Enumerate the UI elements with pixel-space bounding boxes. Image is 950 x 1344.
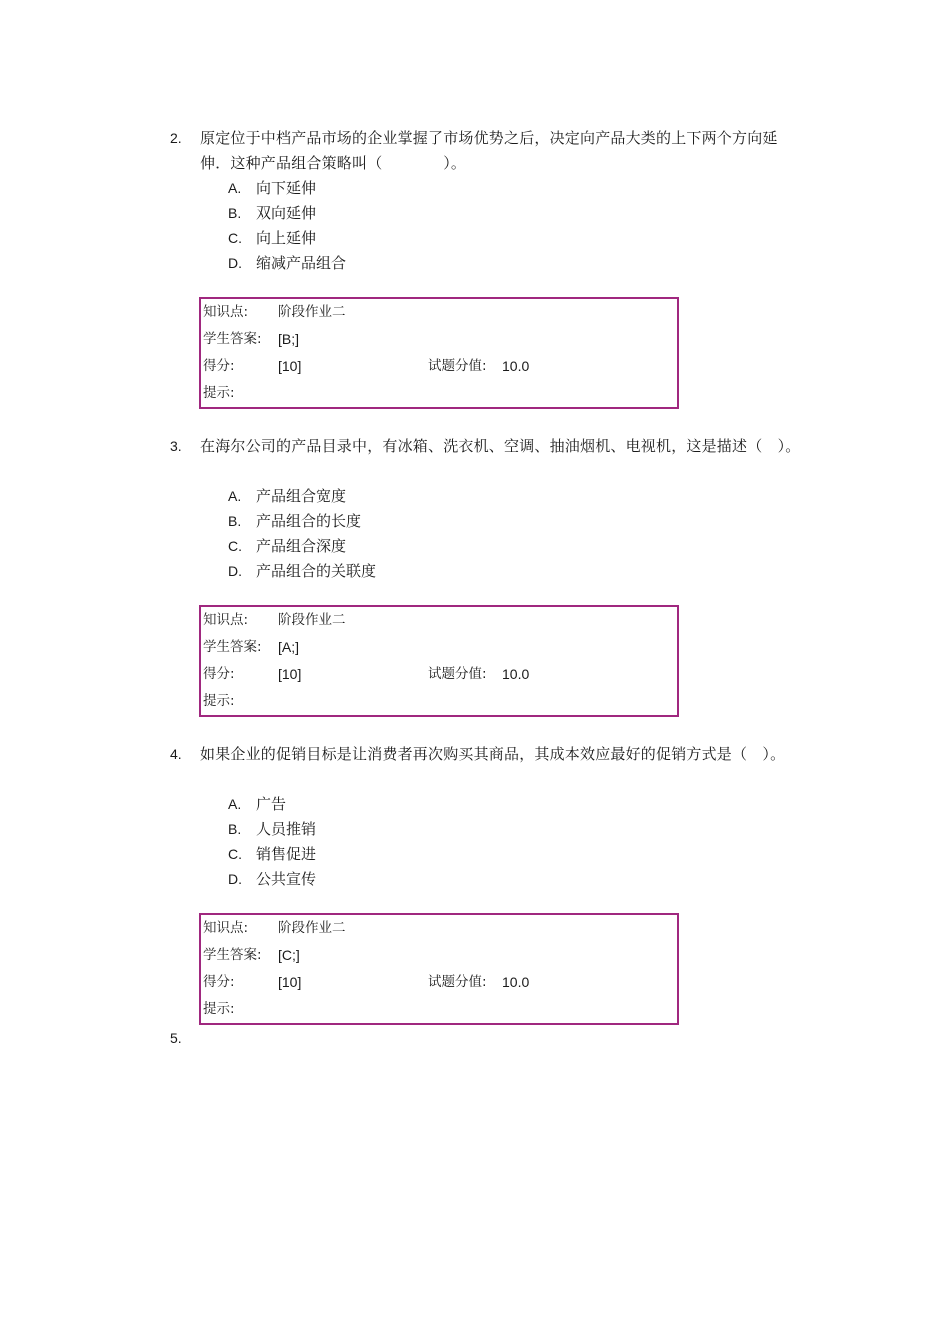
option-b: B. 双向延伸 [228, 204, 317, 222]
result-info-box [199, 913, 679, 1025]
question-number: 4. [170, 746, 182, 762]
option-c: C. 产品组合深度 [228, 537, 347, 555]
score-value: [10] [278, 974, 302, 990]
hint-label: 提示: [203, 385, 235, 401]
option-d: D. 产品组合的关联度 [228, 562, 377, 580]
option-d: D. 缩减产品组合 [228, 254, 347, 272]
question-text: 在海尔公司的产品目录中，有冰箱、洗衣机、空调、抽油烟机、电视机，这是描述（ ）。 [200, 437, 801, 455]
option-c: C. 向上延伸 [228, 229, 317, 247]
hint-label: 提示: [203, 1001, 235, 1017]
result-info-box [199, 605, 679, 717]
answer-value: [C;] [278, 947, 300, 963]
option-a: A. 向下延伸 [228, 179, 317, 197]
answer-label: 学生答案: [203, 947, 262, 963]
knowledge-label: 知识点: [203, 920, 249, 936]
question-text: 原定位于中档产品市场的企业掌握了市场优势之后，决定向产品大类的上下两个方向延伸．这种产品组合策略叫（ ）。 [200, 129, 778, 172]
next-question-number: 5. [170, 1030, 182, 1046]
option-b: B. 产品组合的长度 [228, 512, 362, 530]
knowledge-value: 阶段作业二 [278, 612, 346, 628]
option-list [228, 175, 346, 275]
knowledge-label: 知识点: [203, 612, 249, 628]
option-c: C. 销售促进 [228, 845, 317, 863]
result-info-box [199, 297, 679, 409]
score-label: 得分: [203, 666, 235, 682]
knowledge-label: 知识点: [203, 304, 249, 320]
option-d: D. 公共宣传 [228, 870, 317, 888]
answer-label: 学生答案: [203, 331, 262, 347]
option-a: A. 广告 [228, 795, 287, 813]
points-value: 10.0 [502, 974, 530, 990]
points-value: 10.0 [502, 358, 530, 374]
answer-label: 学生答案: [203, 639, 262, 655]
points-label: 试题分值: [428, 974, 487, 990]
question-text: 如果企业的促销目标是让消费者再次购买其商品，其成本效应最好的促销方式是（ ）。 [200, 745, 786, 763]
answer-value: [B;] [278, 331, 300, 347]
hint-label: 提示: [203, 693, 235, 709]
points-value: 10.0 [502, 666, 530, 682]
answer-value: [A;] [278, 639, 300, 655]
option-list [228, 791, 316, 891]
score-value: [10] [278, 666, 302, 682]
option-b: B. 人员推销 [228, 820, 317, 838]
knowledge-value: 阶段作业二 [278, 304, 346, 320]
option-a: A. 产品组合宽度 [228, 487, 347, 505]
points-label: 试题分值: [428, 666, 487, 682]
option-list [228, 483, 376, 583]
score-label: 得分: [203, 974, 235, 990]
question-number: 2. [170, 130, 182, 146]
question-number: 3. [170, 438, 182, 454]
score-label: 得分: [203, 358, 235, 374]
points-label: 试题分值: [428, 358, 487, 374]
score-value: [10] [278, 358, 302, 374]
knowledge-value: 阶段作业二 [278, 920, 346, 936]
